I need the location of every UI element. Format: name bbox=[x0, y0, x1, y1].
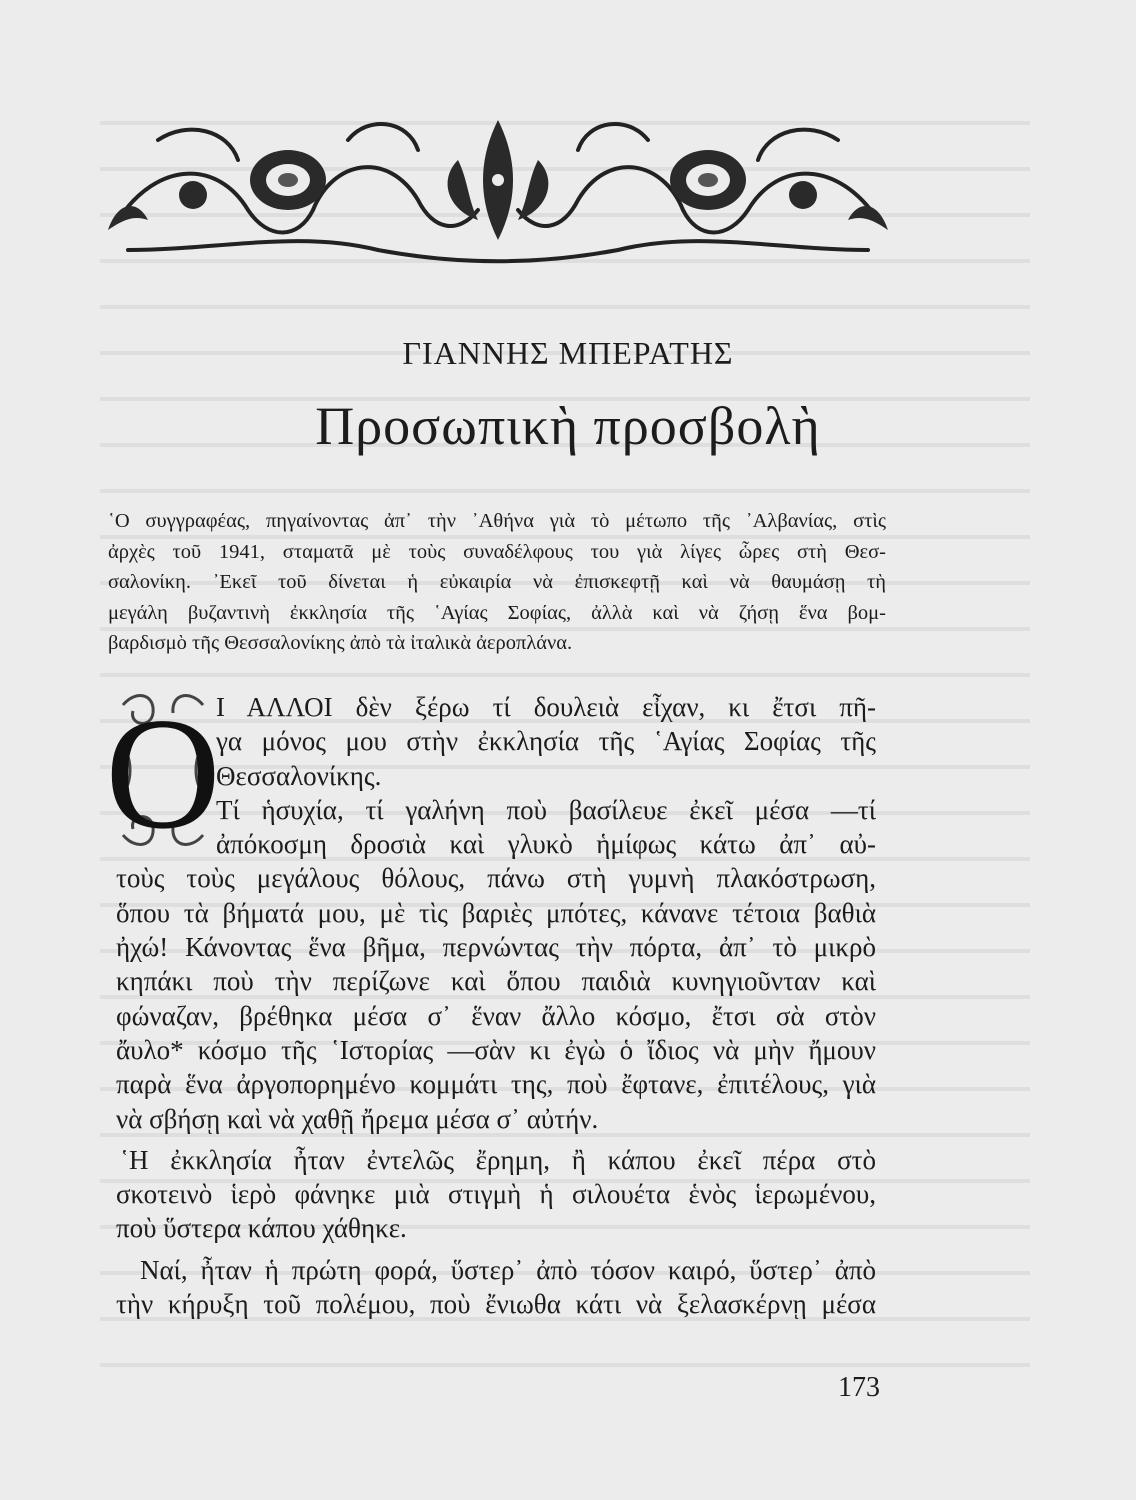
body-line: τοὺς τοὺς μεγάλους θόλους, πάνω στὴ γυμνὴ πλακόστρωση, bbox=[116, 863, 876, 894]
body-line: κηπάκι ποὺ τὴν περίζωνε καὶ ὅπου παιδιὰ κυνηγιοῦνταν καὶ bbox=[116, 966, 876, 997]
body-line: γα μόνος μου στὴν ἐκκλησία τῆς ῾Αγίας Σοφίας τῆς bbox=[216, 726, 876, 757]
body-line: Ναί, ἦταν ἡ πρώτη φορά, ὕστερ᾿ ἀπὸ τόσον καιρό, ὕστερ᾿ ἀπὸ bbox=[140, 1254, 876, 1285]
intro-line: μεγάλη βυζαντινὴ ἐκκλησία τῆς ῾Αγίας Σοφίας, ἀλλὰ καὶ νὰ ζήσῃ ἕνα βομ- bbox=[108, 601, 886, 624]
body-line: ῾Η ἐκκλησία ἦταν ἐντελῶς ἔρημη, ἢ κάπου ἐκεῖ πέρα στὸ bbox=[120, 1144, 876, 1175]
body-line: φώναζαν, βρέθηκα μέσα σ᾿ ἕναν ἄλλο κόσμο, ἔτσι σὰ στὸν bbox=[116, 1000, 876, 1031]
intro-line: ἀρχὲς τοῦ 1941, σταματᾶ μὲ τοὺς συναδέλφους του γιὰ λίγες ὧρες στὴ Θεσ- bbox=[108, 540, 886, 563]
body-line: σκοτεινὸ ἱερὸ φάνηκε μιὰ στιγμὴ ἡ σιλουέτα ἑνὸς ἱερωμένου, bbox=[116, 1179, 876, 1210]
body-line: ἄυλο* κόσμο τῆς ῾Ιστορίας —σὰν κι ἐγὼ ὁ ἴδιος νὰ μὴν ἤμουν bbox=[116, 1034, 876, 1065]
body-line: Τί ἡσυχία, τί γαλήνη ποὺ βασίλευε ἐκεῖ μέσα —τί bbox=[216, 794, 876, 825]
intro-line: σαλονίκη. ᾿Εκεῖ τοῦ δίνεται ἡ εὐκαιρία νὰ ἐπισκεφτῇ καὶ νὰ θαυμάσῃ τὴ bbox=[108, 571, 886, 593]
body-line: ἀπόκοσμη δροσιὰ καὶ γλυκὸ ἡμίφως κάτω ἀπ᾿ αὐ- bbox=[216, 829, 876, 860]
body-line: τὴν κήρυξη τοῦ πολέμου, ποὺ ἔνιωθα κάτι νὰ ξελασκέρνῃ μέσα bbox=[116, 1289, 876, 1320]
ornamental-headpiece bbox=[98, 100, 898, 260]
intro-line: ῾Ο συγγραφέας, πηγαίνοντας ἀπ᾿ τὴν ᾿Αθήνα γιὰ τὸ μέτωπο τῆς ᾿Αλβανίας, στὶς bbox=[108, 510, 886, 532]
body-line: ἠχώ! Κάνοντας ἕνα βῆμα, περνώντας τὴν πόρτα, ἀπ᾿ τὸ μικρὸ bbox=[116, 932, 876, 963]
body-line: Ι ΑΛΛΟΙ δὲν ξέρω τί δουλειὰ εἶχαν, κι ἔτσι πῆ- bbox=[216, 692, 876, 722]
page-number: 173 bbox=[838, 1372, 880, 1403]
body-line: ποὺ ὕστερα κάπου χάθηκε. bbox=[116, 1213, 407, 1244]
author-name: ΓΙΑΝΝΗΣ ΜΠΕΡΑΤΗΣ bbox=[402, 335, 734, 371]
story-title: Προσωπικὴ προσβολὴ bbox=[315, 396, 821, 456]
story-body bbox=[116, 690, 876, 1321]
intro-line: βαρδισμὸ τῆς Θεσσαλονίκης ἀπὸ τὰ ἰταλικὰ ἀεροπλάνα. bbox=[108, 632, 573, 654]
body-line: ὅπου τὰ βήματά μου, μὲ τὶς βαριὲς μπότες, κάνανε τέτοια βαθιὰ bbox=[116, 897, 876, 928]
body-line: Θεσσαλονίκης. bbox=[216, 760, 382, 791]
body-line: παρὰ ἕνα ἀργοπορημένο κομμάτι της, ποὺ ἔφτανε, ἐπιτέλους, γιὰ bbox=[116, 1069, 876, 1100]
drop-cap-letter: Ο bbox=[105, 684, 221, 862]
body-line: νὰ σβήσῃ καὶ νὰ χαθῇ ἤρεμα μέσα σ᾿ αὐτήν. bbox=[116, 1103, 599, 1134]
intro-summary bbox=[108, 506, 886, 659]
